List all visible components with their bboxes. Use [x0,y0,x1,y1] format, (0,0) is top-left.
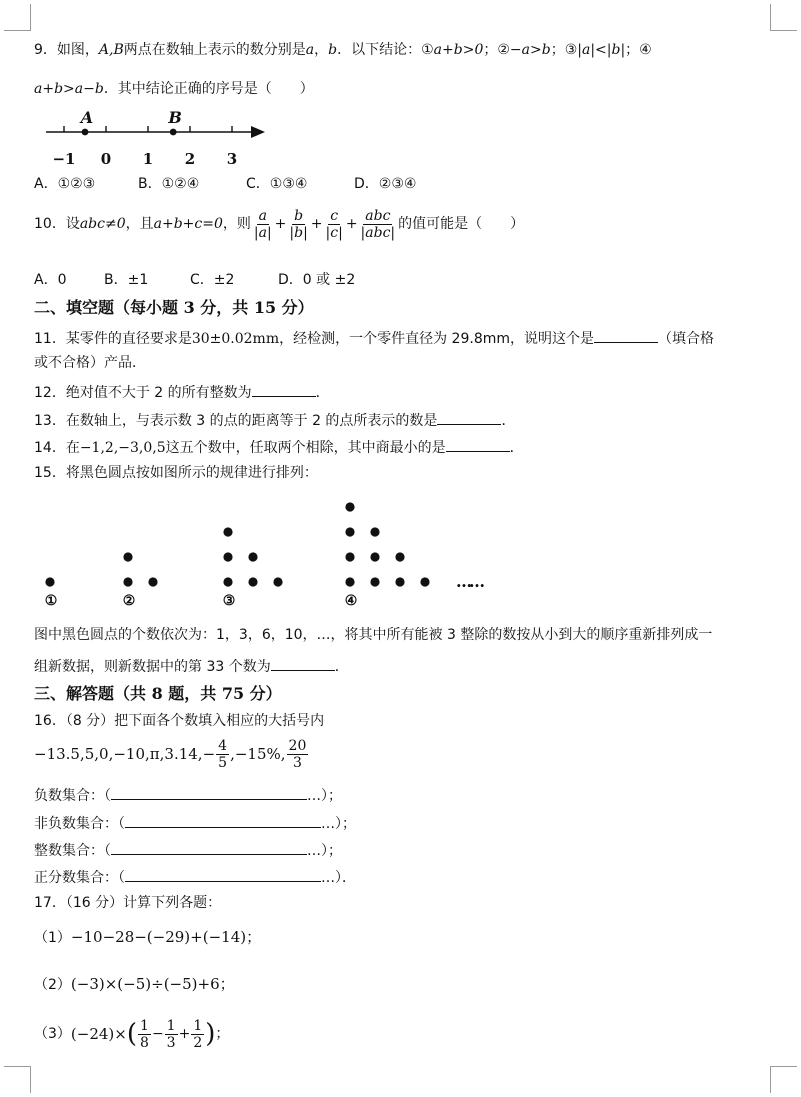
q10-fraction-b: $\frac{b}{|b|}$ [289,208,308,242]
black-dot [123,552,132,561]
q9-options [34,176,416,194]
corner-mark-bottom-right [770,1066,797,1093]
corner-mark-bottom-left [4,1066,31,1093]
q13-answer-blank[interactable] [437,410,501,425]
black-dot [273,577,282,586]
q17-part3: （3） (−24)× ( $\frac{1}{8}$ − $\frac{1}{3}$ + $\frac{1}{2}$ ) ； [34,1018,230,1052]
q17-fraction-one-half: $\frac{1}{2}$ [193,1018,203,1052]
q17-part2: （2）(−3)×(−5)÷(−5)+6； [34,975,235,993]
black-dot [370,527,379,536]
q9-line2: a+b>a−b．其中结论正确的序号是（ ） [34,81,314,97]
q17-fraction-one-eighth: $\frac{1}{8}$ [140,1018,149,1052]
q12-line: 12．绝对值不大于 2 的所有整数为 ． [34,382,330,403]
black-dot [345,502,354,511]
black-dot [345,577,354,586]
figure-label: ① [44,593,58,609]
q9-option-a[interactable]: A．①②③ [34,176,96,192]
black-dot [248,552,257,561]
point-label: B [168,108,182,127]
q16-set-integer: 整数集合：（ …）； [34,840,342,861]
q11-line1: 11．某零件的直径要求是30±0.02mm，经检测，一个零件直径为 29.8mm，说明这个是 （填合格 [34,328,714,349]
q16-set-nonnegative: 非负数集合：（ …）； [34,813,356,834]
q16-fraction-four-fifths: $\frac{4}{5}$ [218,738,228,772]
q16-integer-set-blank[interactable] [111,840,307,855]
q17-line: 17．（16 分）计算下列各题： [34,895,222,911]
q16-nonnegative-set-blank[interactable] [125,813,321,828]
q16-number-list: −13.5,5,0,−10,π,3.14,− $\frac{4}{5}$ ,−15%, $\frac{20}{3}$ [34,738,307,772]
q10-fraction-c: $\frac{c}{|c|}$ [325,208,343,242]
point-a [82,129,89,136]
q16-positive-fraction-set-blank[interactable] [125,867,321,882]
q15-line2: 图中黑色圆点的个数依次为：1，3，6，10，…，将其中所有能被 3 整除的数按从小到大的顺序重新排列成一 [34,627,713,643]
q13-line: 13．在数轴上，与表示数 3 的点的距离等于 2 的点所表示的数是 ． [34,410,515,431]
q15-answer-blank[interactable] [271,656,335,671]
black-dot [345,552,354,561]
q12-answer-blank[interactable] [252,382,316,397]
section-fill-in-heading: 二、填空题（每小题 3 分，共 15 分） [34,298,314,317]
q14-answer-blank[interactable] [446,437,510,452]
black-dot [395,577,404,586]
q15-dot-pattern-figure [36,492,496,614]
figure-label: ② [122,593,136,609]
q10-option-d[interactable]: D．0 或 ±2 [278,272,356,288]
dot-figure-3 [223,527,283,609]
q17-fraction-one-third: $\frac{1}{3}$ [166,1018,176,1052]
q9-line1: 9．如图，A,B两点在数轴上表示的数分别是a，b．以下结论：①a+b>0；②−a>b；③|a|<|b|；④ [34,42,652,58]
dot-figure-2 [123,552,158,609]
corner-mark-top-right [770,4,797,31]
black-dot [370,552,379,561]
q16-fraction-twenty-thirds: $\frac{20}{3}$ [288,738,307,772]
q9-option-c[interactable]: C．①③④ [246,176,308,192]
black-dot [248,577,257,586]
q10-line: 10．设 abc≠0 ，且 a+b+c=0 ，则 $\frac{a}{|a|}$ + $\frac{b}{|b|}$ + $\frac{c}{|c|}$ + $\frac{\text{abc}}{\text{|abc|}}$ 的值可能是（ ） [34,208,525,242]
q10-fraction-abc: $\frac{\text{abc}}{\text{|abc|}}$ [360,208,396,242]
black-dot [395,552,404,561]
q10-option-c[interactable]: C．±2 [190,272,235,288]
tick-label: 2 [184,150,196,168]
dot-figure-4 [345,502,430,609]
section-answer-heading: 三、解答题（共 8 题，共 75 分） [34,684,282,703]
q17-part1: （1）−10−28−(−29)+(−14)； [34,928,262,946]
figure-label: ③ [222,593,236,609]
q10-options [34,272,355,290]
black-dot [45,577,54,586]
q9-option-d[interactable]: D．②③④ [354,176,417,192]
tick-label: 1 [142,150,154,168]
black-dot [420,577,429,586]
q15-line3: 组新数据，则新数据中的第 33 个数为 ． [34,656,349,677]
point-label: A [80,108,94,127]
tick-label: 0 [100,150,112,168]
q11-answer-blank[interactable] [594,328,658,343]
q14-line: 14．在−1,2,−3,0,5这五个数中，任取两个相除，其中商最小的是 ． [34,437,524,458]
q9-option-b[interactable]: B．①②④ [138,176,200,192]
figure-label: ④ [344,593,358,609]
black-dot [223,577,232,586]
q16-negative-set-blank[interactable] [111,785,307,800]
dot-figure-1 [45,577,58,609]
black-dot [223,527,232,536]
tick-label: 3 [226,150,238,168]
q16-line: 16．（8 分）把下面各个数填入相应的大括号内 [34,713,325,729]
q10-option-b[interactable]: B．±1 [104,272,149,288]
tick-label: −1 [52,150,76,168]
ellipsis: …… [456,572,482,591]
black-dot [123,577,132,586]
black-dot [370,577,379,586]
black-dot [148,577,157,586]
corner-mark-top-left [4,4,31,31]
point-b [170,129,177,136]
black-dot [345,527,354,536]
q11-line2: 或不合格）产品． [34,355,146,371]
black-dot [223,552,232,561]
q10-option-a[interactable]: A．0 [34,272,67,288]
q9-number-line [36,106,276,168]
q16-set-negative: 负数集合：（ …）； [34,785,342,806]
q16-set-positive-fraction: 正分数集合：（ …）． [34,867,356,888]
q10-fraction-a: $\frac{a}{|a|}$ [253,208,272,242]
q15-line: 15．将黑色圆点按如图所示的规律进行排列： [34,465,318,481]
